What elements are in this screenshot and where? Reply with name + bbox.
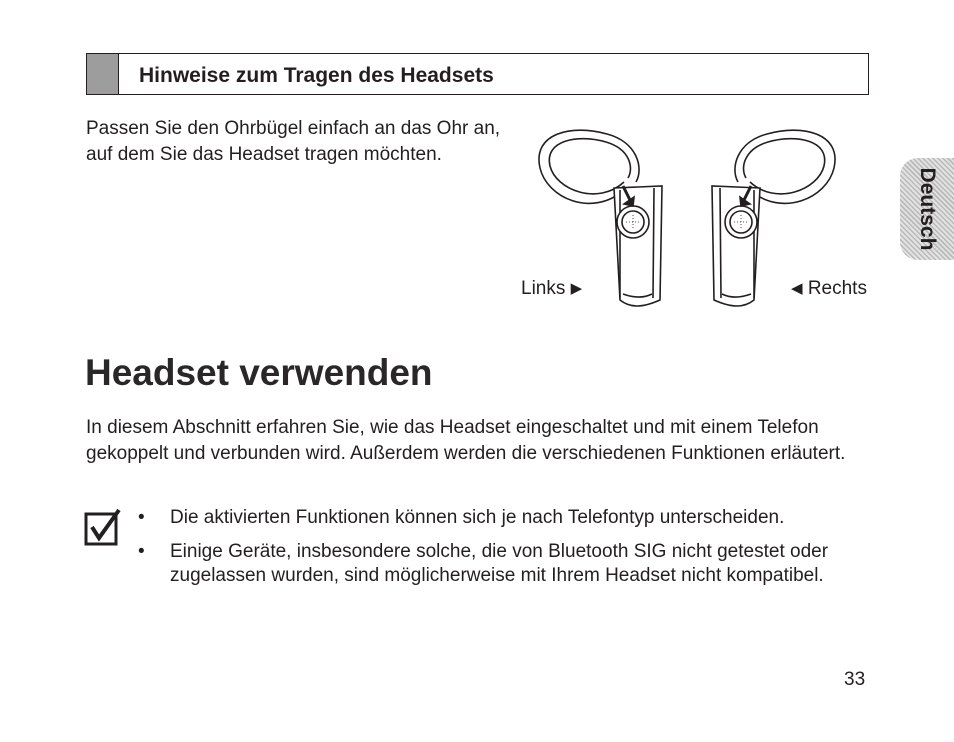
section-title: Hinweise zum Tragen des Headsets: [139, 64, 494, 87]
note-checkbox-icon: [84, 508, 122, 546]
right-label: [791, 278, 867, 300]
headset-figure: [512, 118, 882, 318]
right-label-text: Rechts: [807, 278, 867, 299]
list-item: [138, 540, 878, 588]
page-number: 33: [844, 669, 866, 690]
section-header-tab: [87, 54, 119, 94]
triangle-left-icon: ◀: [791, 280, 803, 297]
note-text: Einige Geräte, insbesondere solche, die von Bluetooth SIG nicht getestet oder zugelassen wurden, sind möglicherweise mit Ihrem Headset nicht kompatibel.: [170, 541, 829, 586]
note-text: Die aktivierten Funktionen können sich je nach Telefontyp unterscheiden.: [170, 507, 785, 528]
triangle-right-icon: ▶: [570, 280, 583, 297]
page-title: Headset verwenden: [85, 352, 433, 393]
body-paragraph: In diesem Abschnitt erfahren Sie, wie das Headset eingeschaltet und mit einem Telefon gekoppelt und verbunden wird. Außerdem werden die verschiedenen Funktionen erläutert.: [86, 417, 846, 464]
notes-list: [138, 506, 878, 598]
bullet-icon: •: [138, 507, 145, 528]
bullet-icon: •: [138, 541, 145, 562]
left-label-text: Links: [521, 278, 566, 299]
language-tab-label: Deutsch: [916, 167, 939, 251]
list-item: [138, 506, 878, 530]
intro-text: Passen Sie den Ohrbügel einfach an das Ohr an, auf dem Sie das Headset tragen möchten.: [86, 118, 501, 165]
section-header: [86, 53, 869, 95]
left-label: [521, 278, 582, 300]
